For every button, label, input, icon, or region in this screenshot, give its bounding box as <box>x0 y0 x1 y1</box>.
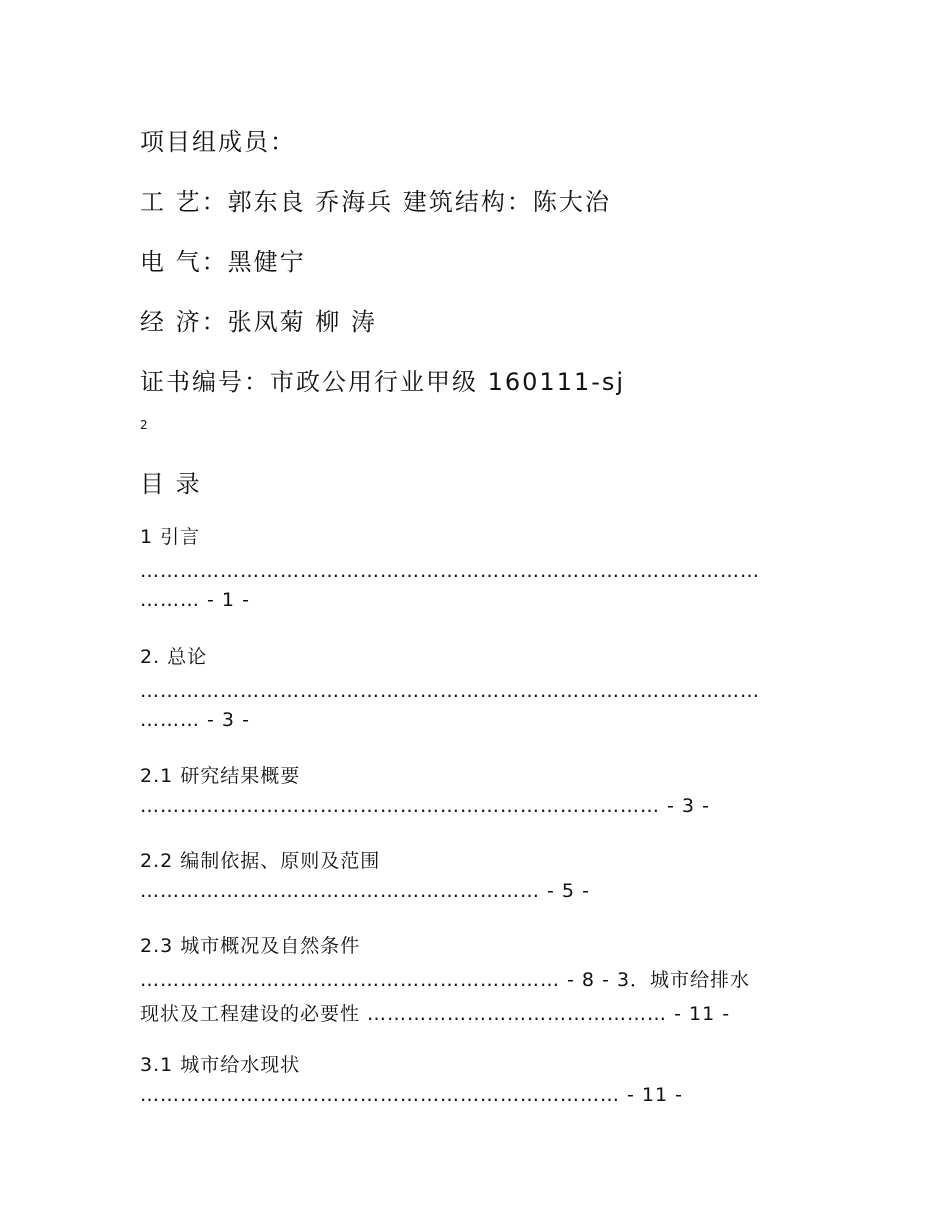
toc-entry-title: 现状及工程建设的必要性 ……………………………………… - 11 - <box>140 1003 731 1025</box>
toc-entry-title: 3.1 城市给水现状 <box>140 1054 301 1076</box>
toc-entry-page: ……… - 3 - <box>140 709 250 731</box>
toc-title: 目 录 <box>140 470 202 498</box>
member-line-economics: 经 济：张凤菊 柳 涛 <box>140 308 377 336</box>
toc-entry-page: ……… - 1 - <box>140 589 250 611</box>
member-line-process: 工 艺：郭东良 乔海兵 建筑结构：陈大治 <box>140 188 611 216</box>
member-line-electrical: 电 气：黑健宁 <box>140 248 306 276</box>
page-number: 2 <box>140 418 148 432</box>
toc-entry-page: …………………………………………………… - 5 - <box>140 880 590 902</box>
toc-entry-page: …………………………………………………………………… - 3 - <box>140 795 710 817</box>
toc-entry-title: 2.2 编制依据、原则及范围 <box>140 850 381 872</box>
toc-leader: ………………………………………………………………………………… <box>140 680 760 702</box>
toc-entry-page: ……………………………………………………………… - 11 - <box>140 1084 684 1106</box>
toc-leader: ………………………………………………………………………………… <box>140 560 760 582</box>
toc-entry-title: 2.1 研究结果概要 <box>140 765 301 787</box>
toc-entry-title: 2.3 城市概况及自然条件 <box>140 935 361 957</box>
members-heading: 项目组成员： <box>140 128 296 156</box>
toc-entry-title: 1 引言 <box>140 526 201 548</box>
toc-entry-page: ……………………………………………………… - 8 - 3．城市给排水 <box>140 969 751 991</box>
toc-entry-title: 2. 总论 <box>140 646 208 668</box>
certificate-line: 证书编号：市政公用行业甲级 160111-sj <box>140 368 626 396</box>
